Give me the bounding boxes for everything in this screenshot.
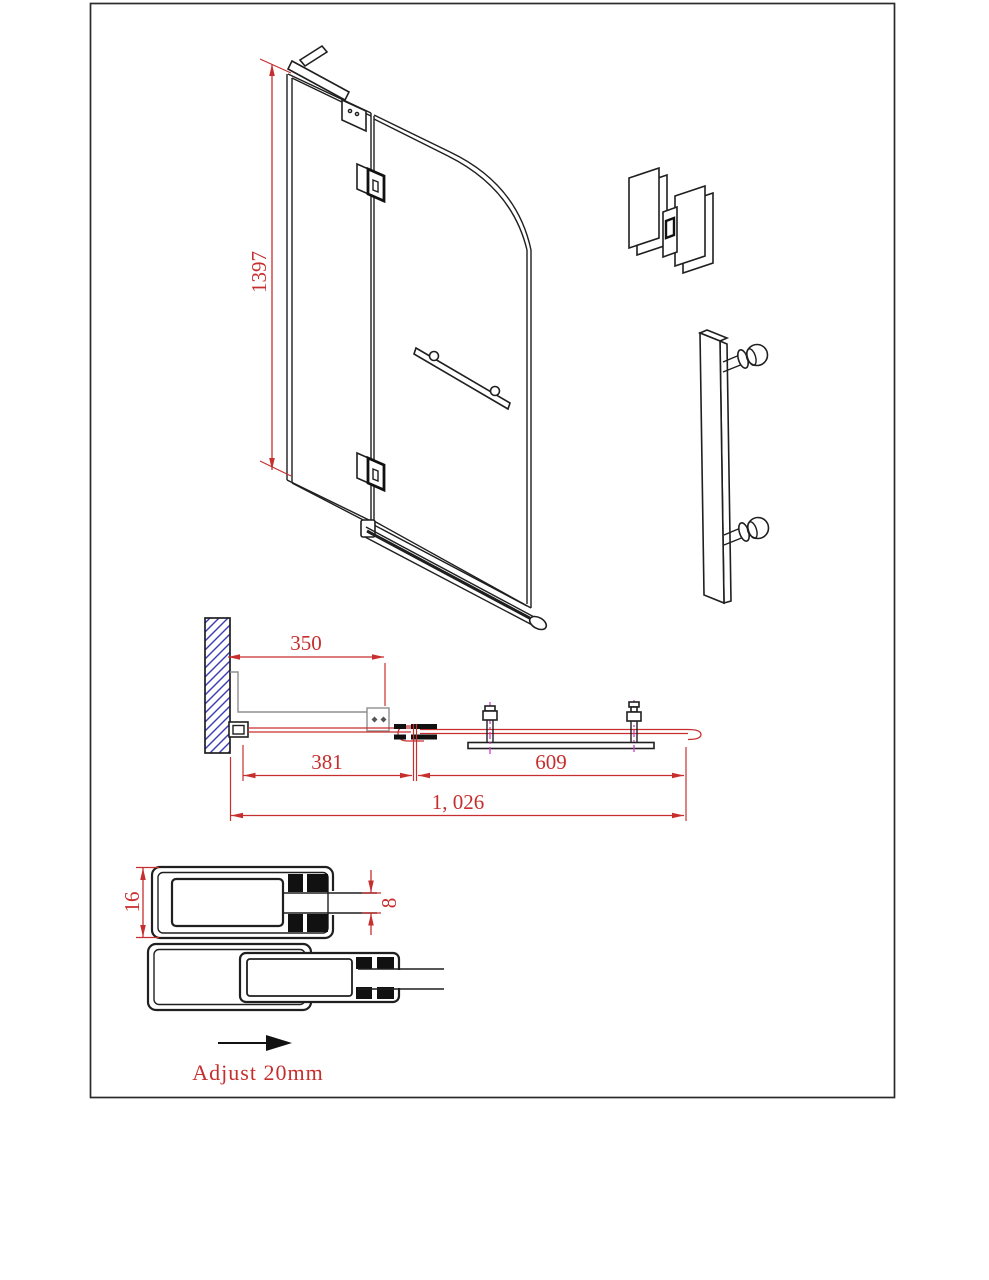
towel-bar-post bbox=[491, 387, 500, 396]
towel-bar-plan bbox=[468, 743, 654, 749]
inner-profile-compressed bbox=[172, 879, 283, 926]
wall-profile-channel bbox=[229, 722, 248, 737]
fixed-panel-dim-label: 381 bbox=[311, 750, 343, 774]
towel-bar-post bbox=[430, 352, 439, 361]
door-panel-dim-label: 609 bbox=[535, 750, 567, 774]
wall-section bbox=[205, 618, 230, 753]
profile-height-dim-label: 16 bbox=[120, 891, 144, 913]
glass-thickness-dim-label: 8 bbox=[377, 897, 401, 909]
overall-dim-label: 1, 026 bbox=[431, 790, 485, 814]
wall-to-bar-dim-label: 350 bbox=[290, 631, 322, 655]
adjust-note-label: Adjust 20mm bbox=[192, 1060, 324, 1085]
height-dim-label: 1397 bbox=[247, 251, 271, 293]
